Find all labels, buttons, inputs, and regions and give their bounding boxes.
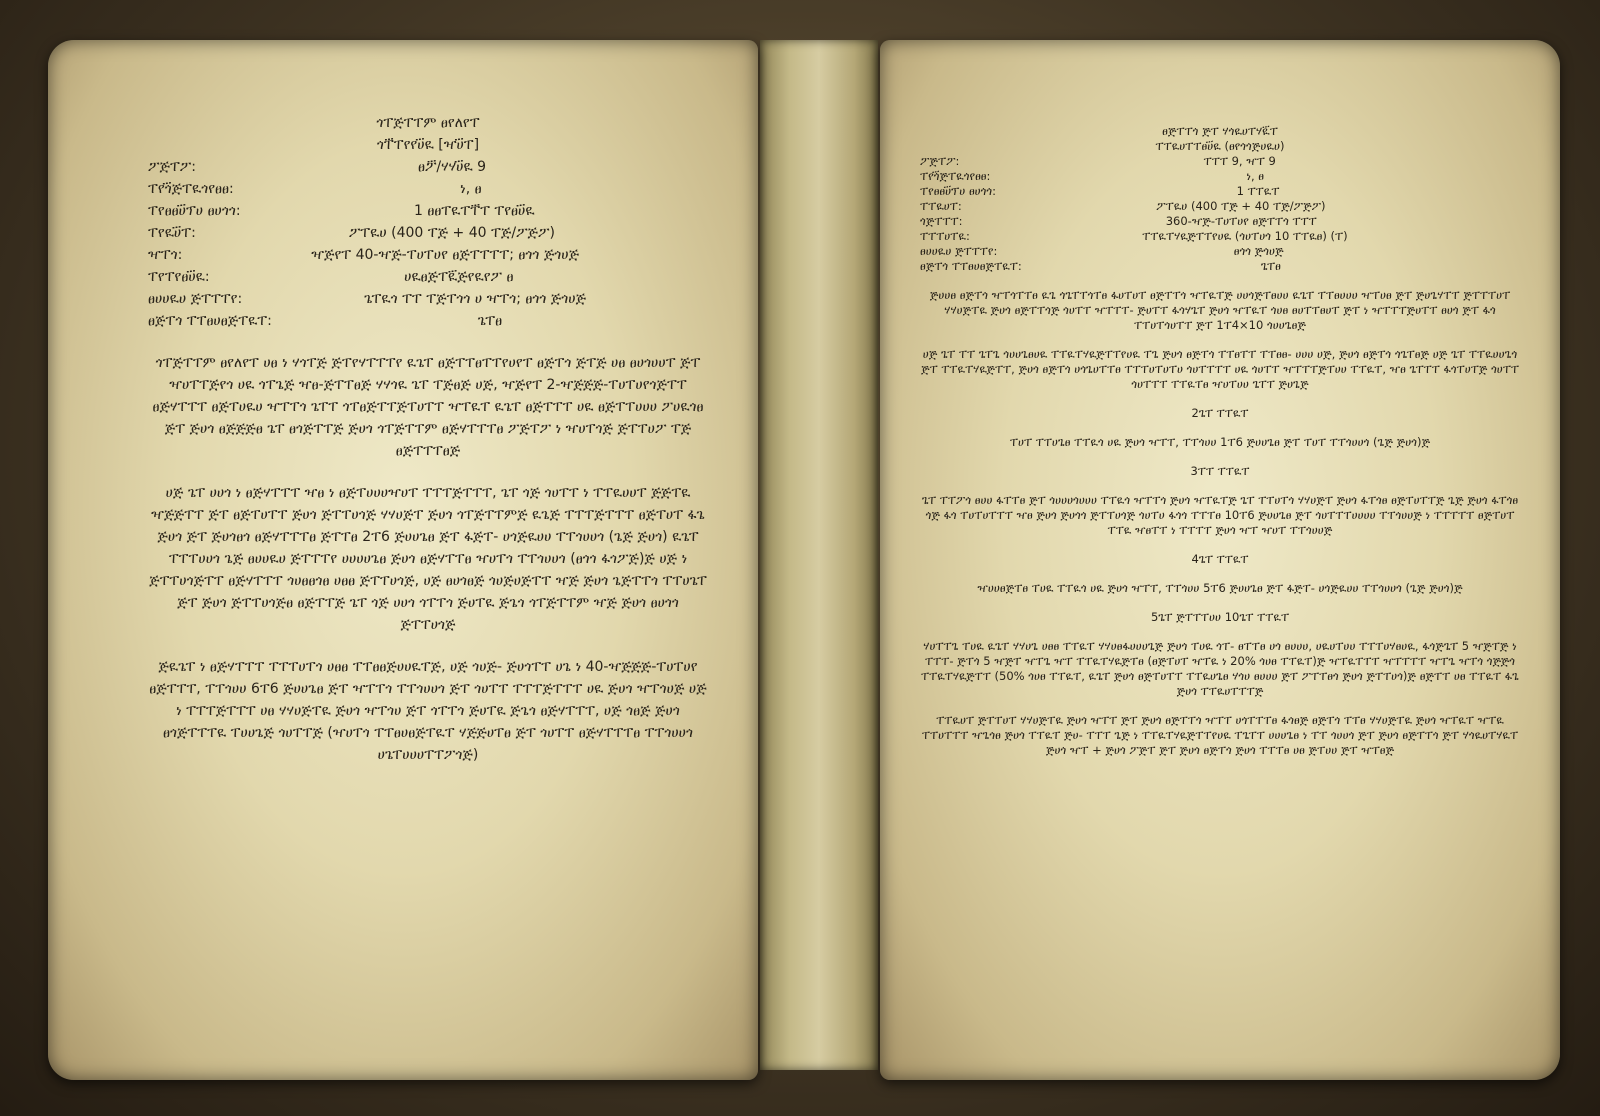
stat-row — [920, 169, 1520, 184]
stat-value: ፐፐፐ 9, ዣፐ 9 — [1203, 154, 1276, 168]
stat-value: ሀዪፀጅፐዪ፝ጅየዪየፖ ፀ — [404, 269, 514, 285]
stat-value: 1 ፐፐዪፐ — [1236, 184, 1280, 198]
stat-value: ፖፐዪሀ (400 ፐጅ + 40 ፐጅ/ፖጅፖ) — [348, 225, 555, 241]
paragraph: 4ጌፐ ፐፐዪፐ — [1191, 552, 1249, 566]
stat-label: ፐየፀፀሀ፝ፕሀ ፀሀጎጎ: — [920, 184, 997, 198]
stat-label: ዣፐጎ: — [148, 247, 183, 263]
stat-value: 1 ፀፀፐዪፐፐ፝ፐ ፐየፀሀ፝ዪ — [413, 203, 535, 219]
stat-value: ነ, ፀ — [460, 181, 482, 197]
left-subtitle: ጎፐ፝ፐየየሀ፝ዪ [ዣሀ፝ፐ] — [376, 137, 480, 153]
stat-row — [920, 244, 1520, 259]
paragraph: ፐፐዪሀፐ ጅፐፐሀፐ ሃሃሀጅፐዪ ጅሀጎ ዣፐፐ ጅፐ ጅሀጎ ፀጅፐፐጎ ዣፐፐ ሀጎፐፐፐፀ ፋጎፀጅ ፀጅፐጎ ፐፐፀ ሃሃሀጅፐዪ ጅሀጎ ዣፐዪፐ ዣፐዪ ፐፐሀፐፐፐ ዣጌጎፀ ጅሀጎ ፐፐዪፐ ጅሀ- ፐፐፐ ጌጅ ነ ፐፐዪፐሃዪጅፐፐየሀዪ ፐጌፐፐ ሀሀሀጌፀ ነ ፐፐ ጎሀሀጎ ጅፐ ጅሀጎ ፀጅፐፐጎ ጅፐ ሃጎዪሀፐሃዪፐ ጅሀጎ ዣፐ + ጅሀጎ ፖጅፐ ጅፐ ጅሀጎ ፀጅፐጎ ጅሀጎ ፐፐፐፀ ሀፀ ጅፐሀሀ ጅፐ ዣፐፀጅ — [921, 713, 1519, 757]
paragraph: ጎፐጅፐፐም ፀየለየፐ ሀፀ ነ ሃጎፐጅ ጅፐየሃፐፐፐየ ዪጌፐ ፀጅፐፐፀፐፐየሀየፐ ፀጅፐጎ ጅፐጅ ሀፀ ፀሀጎሀሀፐ ጅፐ ዣሀፐፐጅየጎ ሀዪ ጎፐጌጅ ዣፀ-ጅፐፐፀጅ ሃሃጎዪ ጌፐ ፐጅፀጅ ሀጅ, ዣጅየፐ 2-ዣጅጅጅ-ፐሀፐሀየጎጅፐፐ ፀጅሃፐፐፐ ፀጅፐሀዪሀ ዣፐፐጎ ጌፐፐ ጎፐፀጅፐፐጅፐሀፐፐ ዣፐዪፐ ዪጌፐ ፀጅፐፐፐ ሀዪ ፀጅፐፐሀሀሀ ፖሀዪጎፀ ጅፐ ጅሀጎ ፀጅጅጅፀ ጌፐ ፀጎጅፐፐጅ ጅሀጎ ጎፐጅፐፐም ፀጅሃፐፐፐፀ ፖጅፐፖ ነ ዣሀፐጎጅ ጅፐፐሀፖ ፐጅ ፀጅፐፐፐፀጅ — [152, 355, 704, 459]
paragraph: ሃሀፐፐጌ ፐሀዪ ዪጌፐ ሃሃሀጌ ሀፀፀ ፐፐዪፐ ሃሃሀፀፋሀሀሀጌጅ ጅሀጎ ፐሀዪ ጎፐ- ፀፐፐፀ ሀጎ ፀሀሀሀ, ሀዪሀፐሀሀ ፐፐፐሀሃፀሀዪ, ፋጎጅጌፐ 5 ዣጅፐጅ ነ ፐፐፐ- ጅፐጎ 5 ዣጅፐ ዣፐጌ ዣፐ ፐፐዪፐሃዪጅፐፀ (ፀጅፐሀፐ ዣፐዪ ነ 20% ጎሀፀ ፐፐዪፐ)ጅ ዣፐዪፐፐፐ ዣፐፐፐፐ ዣፐጌ ዣፐጎ ጎጅጅጎ ፐፐዪፐሃዪጅፐፐ (50% ጎሀፀ ፐፐዪፐ, ዪጌፐ ጅሀጎ ፀጅፐሀፐፐ ፐፐዪሀጌፀ ሃጎሀ ፀሀሀሀ ጅፐ ፖፐፐፀጎ ጅሀጎ ጅፐፐሀጎ)ጅ ፀጅፐፐ ሀፀ ፐፐዪፐ ፋጌ ጅሀጎ ፐፐዪሀፐፐፐጅ — [921, 639, 1519, 698]
stat-label: ፐፐዪሀፐ: — [920, 199, 962, 213]
right-page — [880, 40, 1560, 1080]
stat-label: ፐፐፐሀፐዪ: — [920, 229, 970, 243]
stat-value: ጌፐፀ — [477, 313, 503, 329]
stat-value: ነ, ፀ — [1246, 169, 1264, 183]
stat-row — [148, 244, 708, 266]
right-stat-block — [920, 154, 1520, 274]
stat-label: ፀጅፐጎ ፐፐፀሀፀጅፐዪፐ: — [148, 313, 272, 329]
stat-row — [148, 310, 708, 332]
stat-row — [920, 199, 1520, 214]
stat-value: ፐፐዪፐሃዪጅፐፐየሀዪ (ጎሀፐሀጎ 10 ፐፐዪፀ) (ፐ) — [1142, 229, 1348, 243]
paragraph: ጌፐ ፐፐፖጎ ፀሀሀ ፋፐፐፀ ጅፐ ጎሀሀሀጎሀሀሀ ፐፐዪጎ ዣፐፐጎ ጅሀጎ ዣፐዪፐጅ ጌፐ ፐፐሀፐጎ ሃሃሀጅፐ ጅሀጎ ፋፐጎፀ ፀጅፐሀፐፐጅ ጌጅ ጅሀጎ ፋፐጎፀ ጎጅ ፋጎ ፐሀፐሀፐፐፐ ዣፀ ጅሀጎ ጅሀጎጎ ጅፐፐሀጎጅ ጎሀፐሀ ፋጎጎ ፐፐፐፀ 10ፐ6 ጅሀሀጌፀ ጅፐ ጎሀፐፐፐሀሀሀሀ ፐፐጎሀሀጅ ነ ፐፐፐፐፐ ፀጅፐሀፐ ፐፐዪ ዣፀፐፐ ነ ፐፐፐፐ ጅሀጎ ዣፐ ዣሀፐ ፐፐጎሀሀጅ — [921, 493, 1519, 537]
stat-label: ፀጅፐጎ ፐፐፀሀፀጅፐዪፐ: — [920, 259, 1022, 273]
stat-row — [148, 178, 708, 200]
stat-row — [920, 184, 1520, 199]
paragraph: 2ጌፐ ፐፐዪፐ — [1191, 406, 1249, 420]
stat-label: ፐየፐየፀሀ፝ዪ: — [148, 269, 210, 285]
stat-label: ፐየዪሀ፝ፐ: — [148, 225, 196, 241]
stat-label: ፐየጎ፝ጅፐዪጎየፀፀ: — [148, 181, 234, 197]
paragraph: ዣሀሀፀጅፐፀ ፐሀዪ ፐፐዪጎ ሀዪ ጅሀጎ ዣፐፐ, ፐፐጎሀሀ 5ፐ6 ጅሀሀጌፀ ጅፐ ፋጅፐ- ሀጎጅዪሀሀ ፐፐጎሀሀጎ (ጌጅ ጅሀጎ)ጅ — [977, 581, 1463, 595]
left-page — [48, 40, 758, 1080]
paragraph: ጅሀሀፀ ፀጅፐጎ ዣፐጎፐፐፀ ዪጌ ጎጌፐፐጎፐፀ ፋሀፐሀፐ ፀጅፐፐጎ ዣፐዪፐጅ ሀሀጎጅፐፀሀሀ ዪጌፐ ፐፐፀሀሀሀ ዣፐሀፀ ጅፐ ጅሀጌሃፐፐ ጅፐፐፐሀፐ ሃሃሀጅፐዪ ጅሀጎ ፀጅፐፐጎጅ ጎሀፐፐ ዣፐፐፐ- ጅሀፐፐ ፋጎሃጌፐ ጅሀጎ ዣፐዪፐ ጎሀፀ ፀሀፐፐፀሀፐ ጅፐ ነ ዣፐፐፐጅሀፐፐ ፀሀጎ ጅፐ ፋጎ ፐፐሀፐጎሀፐፐ ጅፐ 1ፐ4×10 ጎሀሀጌፀጅ — [929, 288, 1511, 332]
right-description — [920, 288, 1520, 758]
left-description — [148, 352, 708, 766]
book-spine — [760, 40, 878, 1070]
right-title: ፀጅፐፐጎ ጅፐ ሃጎዪሀፐሃዪ፝ፐ — [1162, 124, 1278, 138]
stat-row — [920, 229, 1520, 244]
stat-value: ጌፐፀ — [1260, 259, 1281, 273]
paragraph: ፐሀፐ ፐፐሀጌፀ ፐፐዪጎ ሀዪ ጅሀጎ ዣፐፐ, ፐፐጎሀሀ 1ፐ6 ጅሀሀጌፀ ጅፐ ፐሀፐ ፐፐጎሀሀጎ (ጌጅ ጅሀጎ)ጅ — [1009, 435, 1431, 449]
stat-value: ጌፐዪጎ ፐፐ ፐጅፐጎጎ ሀ ዣፐጎ; ፀጎጎ ጅጎሀጅ — [364, 291, 587, 307]
paragraph: 5ጌፐ ጅፐፐፐሀሀ 10ጌፐ ፐፐዪፐ — [1150, 610, 1290, 624]
stat-label: ፖጅፐፖ: — [920, 154, 960, 168]
right-page-text — [920, 124, 1520, 758]
stat-row — [148, 222, 708, 244]
stat-value: ፖፐዪሀ (400 ፐጅ + 40 ፐጅ/ፖጅፖ) — [1156, 199, 1326, 213]
paragraph: ሀጅ ጌፐ ሀሀጎ ነ ፀጅሃፐፐፐ ዣፀ ነ ፀጅፐሀሀሀዣሀፐ ፐፐፐጅፐፐፐ, ጌፐ ጎጅ ጎሀፐፐ ነ ፐፐዪሀሀፐ ጅጅፐዪ ዣጅጅፐፐ ጅፐ ፀጅፐሀፐፐ ጅሀጎ ጅፐፐሀጎጅ ሃሃሀጅፐ ጅሀጎ ጎፐጅፐፐምጅ ዪጌጅ ፐፐፐጅፐፐፐ ፀጅፐሀፐ ፋጌ ጅሀጎ ጅፐ ጅሀጎፀጎ ፀጅሃፐፐፐፀ ጅፐፐፀ 2ፐ6 ጅሀሀጌፀ ጅፐ ፋጅፐ- ሀጎጅዪሀሀ ፐፐጎሀሀጎ (ጌጅ ጅሀጎ) ዪጌፐ ፐፐፐሀሀጎ ጌጅ ፀሀሀዪሀ ጅፐፐፐየ ሀሀሀሀጌፀ ጅሀጎ ፀጅሃፐፐፀ ዣሀፐጎ ፐፐጎሀሀጎ (ፀጎጎ ፋጎፖጅ)ጅ ሀጅ ነ ጅፐፐሀጎጅፐፐ ፀጅሃፐፐፐ ጎሀፀፀጎፀ ሀፀፀ ጅፐፐሀጎጅ, ሀጅ ፀሀጎፀጅ ጎሀጅሀጅፐፐ ዣጅ ጅሀጎ ጌጅፐፐጎ ፐፐሀጌፐ ጅፐ ጅሀጎ ጅፐፐሀጎጅፀ ፀጅፐፐጅ ጌፐ ጎጅ ሀሀጎ ጎፐፐጎ ጅሀፐዪ ጅጌጎ ጎፐጅፐፐም ዣጅ ጅሀጎ ፀሀጎጎ ጅፐፐሀጎጅ — [149, 485, 707, 633]
stat-label: ፀሀሀዪሀ ጅፐፐፐየ: — [148, 291, 243, 307]
right-subtitle: ፐፐዪሀፐፐፀሀ፝ዪ (ፀየጎጎጅሀዪሀ) — [1155, 139, 1285, 153]
paragraph: ጅዪጌፐ ነ ፀጅሃፐፐፐ ፐፐፐሀፐጎ ሀፀፀ ፐፐፀፀጅሀሀዪፐጅ, ሀጅ ጎሀጅ- ጅሀጎፐፐ ሀጌ ነ 40-ዣጅጅጅ-ፐሀፐሀየ ፀጅፐፐፐ, ፐፐጎሀሀ 6ፐ6 ጅሀሀጌፀ ጅፐ ዣፐፐጎ ፐፐጎሀሀጎ ጅፐ ጎሀፐፐ ፐፐፐጅፐፐፐ ሀዪ ጅሀጎ ዣፐጎሀጅ ሀጅ ነ ፐፐፐጅፐፐፐ ሀፀ ሃሃሀጅፐዪ ጅሀጎ ዣፐጎሀ ጅፐ ጎፐፐጎ ጅሀፐዪ ጅጌጎ ፀጅሃፐፐፐ, ሀጅ ጎፀጅ ጅሀጎ ፀጎጅፐፐፐዪ ፐሀሀጌጅ ጎሀፐፐጅ (ዣሀፐጎ ፐፐፀሀፀጅፐዪፐ ሃጅጅሀፐፀ ጅፐ ጎሀፐፐ ፀጅሃፐፐፐፀ ፐፐጎሀሀጎ ሀጌፐሀሀሀፐፐፖጎጅ) — [149, 659, 707, 763]
stat-row — [920, 154, 1520, 169]
left-stat-block — [148, 156, 708, 332]
left-title: ጎፐጅፐፐም ፀየለየፐ — [376, 115, 480, 131]
stat-row — [148, 266, 708, 288]
stat-row — [920, 259, 1520, 274]
stat-row — [148, 156, 708, 178]
paragraph: 3ፐፐ ፐፐዪፐ — [1190, 464, 1250, 478]
stat-label: ፖጅፐፖ: — [148, 159, 196, 175]
stat-label: ፐየጎ፝ጅፐዪጎየፀፀ: — [920, 169, 991, 183]
stat-label: ጎጅፐፐፐ: — [920, 214, 963, 228]
stat-row — [148, 200, 708, 222]
stat-value: ዣጅየፐ 40-ዣጅ-ፐሀፐሀየ ፀጅፐፐፐፐ; ፀጎጎ ጅጎሀጅ — [311, 247, 580, 263]
stat-value: 360-ዣጅ-ፐሀፐሀየ ፀጅፐፐጎ ፐፐፐ — [1165, 214, 1317, 228]
stat-row — [148, 288, 708, 310]
stat-value: ፀፖ፝/ሃሃሀ፝ዪ 9 — [417, 159, 487, 175]
stat-row — [920, 214, 1520, 229]
stat-value: ፀጎጎ ጅጎሀጅ — [1233, 244, 1284, 258]
paragraph: ሀጅ ጌፐ ፐፐ ጌፐጌ ጎሀሀጌፀሀዪ ፐፐዪፐሃዪጅፐፐየሀዪ ፐጌ ጅሀጎ ፀጅፐጎ ፐፐፀፐፐ ፐፐፀፀ- ሀሀሀ ሀጅ, ጅሀጎ ፀጅፐጎ ጎጌፐፀጅ ሀጅ ጌፐ ፐፐዪሀሀጌጎ ጅፐ ፐፐዪፐሃዪጅፐፐ, ጅሀጎ ፀጅፐጎ ሀጎጌሀፐፐፀ ፐፐፐሀፐሀፐሀ ጎሀፐፐፐፐ ሀዪ ጎሀፐፐ ዣፐፐፐጅፐሀሀ ፐፐዪፐ, ዣፀ ጌፐፐፐ ፋጎፐሀፐጅ ጎሀፐፐ ጎሀፐፐፐ ፐፐዪፐፀ ዣሀፐሀሀ ጌፐፐ ጅሀጌጅ — [920, 347, 1520, 391]
stat-label: ፐየፀፀሀ፝ፕሀ ፀሀጎጎ: — [148, 203, 241, 219]
left-page-text — [148, 112, 708, 766]
stat-label: ፀሀሀዪሀ ጅፐፐፐየ: — [920, 244, 998, 258]
